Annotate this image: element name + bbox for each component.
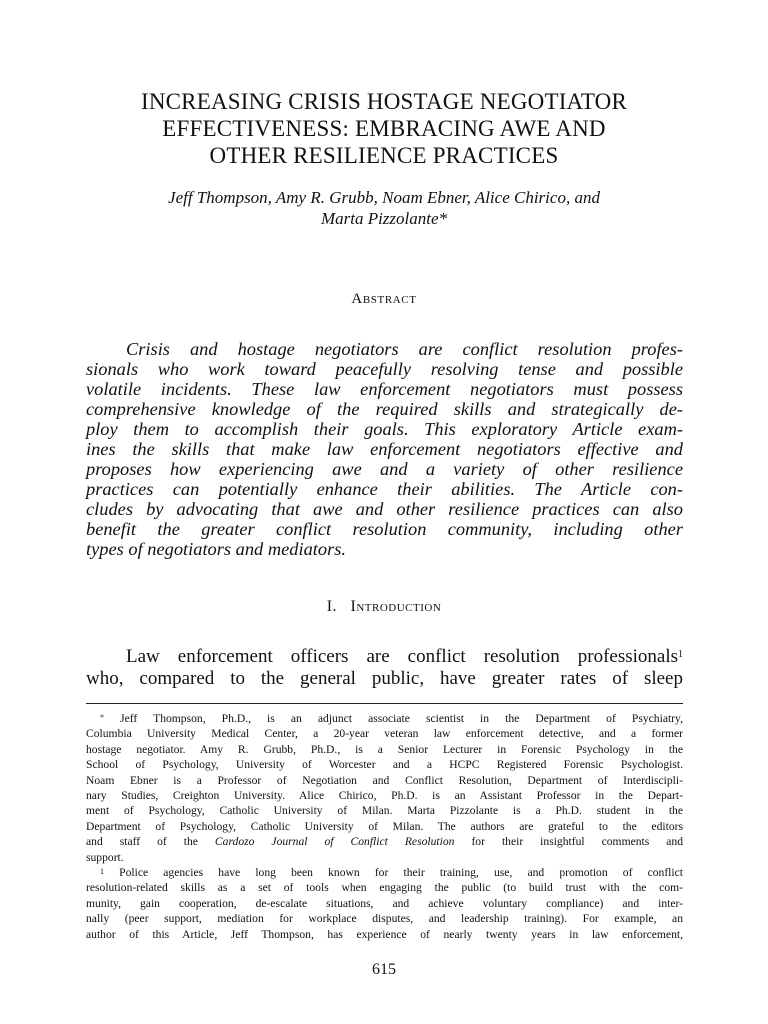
- abstract-line: ploy them to accomplish their goals. This exploratory Article exam-: [86, 419, 683, 439]
- title-line: INCREASING CRISIS HOSTAGE NEGOTIATOR: [140, 89, 628, 114]
- abstract-line: cludes by advocating that awe and other resilience practices can also: [86, 499, 683, 519]
- footnote-mark: 1: [100, 867, 104, 877]
- abstract-line: benefit the greater conflict resolution community, including other: [86, 519, 683, 539]
- abstract-line: practices can potentially enhance their abilities. The Article con-: [86, 479, 683, 499]
- footnote-line: support.: [86, 850, 124, 864]
- footnote-line: Noam Ebner is a Professor of Negotiation and Conflict Resolution, Department of Interdiscipli-: [86, 773, 683, 787]
- footnote-star-line: [86, 711, 683, 726]
- footnote-text: and staff of the: [86, 835, 198, 849]
- title-line: OTHER RESILIENCE PRACTICES: [209, 143, 559, 168]
- section-number: I.: [326, 598, 338, 615]
- abstract-line: sionals who work toward peacefully resolving tense and possible: [86, 359, 683, 379]
- abstract-line: volatile incidents. These law enforcement negotiators must possess: [86, 379, 683, 399]
- body-line-text: Law enforcement officers are conflict resolution professionals: [126, 646, 678, 667]
- footnote-mark: *: [100, 713, 104, 722]
- footnote-text: Jeff Thompson, Ph.D., is an adjunct associate scientist in the Department of Psychiatry,: [120, 712, 683, 725]
- footnote-line: nary Studies, Creighton University. Alice Chirico, Ph.D. is an Assistant Professor in the Depart-: [86, 789, 683, 803]
- body-text: [86, 646, 683, 690]
- body-line: who, compared to the general public, have greater rates of sleep: [86, 668, 683, 689]
- abstract-text: [86, 339, 683, 559]
- page-number: 615: [372, 961, 396, 978]
- section-heading: [0, 598, 768, 616]
- abstract-line: Crisis and hostage negotiators are conflict resolution profes-: [126, 339, 683, 359]
- footnote-line: resolution-related skills as a set of tools when engaging the public (to build trust with the com-: [86, 881, 683, 895]
- section-title: Introduction: [350, 598, 442, 615]
- footnote-line: School of Psychology, University of Worcester and a HCPC Registered Forensic Psychologist.: [86, 758, 683, 772]
- footnote-line: [86, 834, 683, 849]
- abstract-line: comprehensive knowledge of the required skills and strategically de-: [86, 399, 683, 419]
- footnote-1-line: [86, 865, 683, 880]
- journal-name: Cardozo Journal of Conflict Resolution: [214, 835, 455, 849]
- article-title: [60, 88, 708, 169]
- footnote-line: ment of Psychology, Catholic University of Milan. Marta Pizzolante is a Ph.D. student in the: [86, 804, 683, 818]
- footnote-divider: [86, 703, 683, 704]
- footnotes: [86, 711, 683, 942]
- footnote-line: Department of Psychology, Catholic University of Milan. The authors are grateful to the editors: [86, 819, 683, 833]
- abstract-heading-text: Abstract: [351, 291, 417, 307]
- footnote-line: Columbia University Medical Center, a 20-year veteran law enforcement detective, and a former: [86, 727, 683, 741]
- footnote-ref[interactable]: 1: [678, 649, 683, 660]
- footnote-line: nally (peer support, mediation for workplace disputes, and leadership training). For example, an: [86, 912, 683, 926]
- author-list: [60, 187, 708, 229]
- author-line: Marta Pizzolante*: [320, 209, 448, 228]
- abstract-line: types of negotiators and mediators.: [86, 539, 347, 559]
- title-line: EFFECTIVENESS: EMBRACING AWE AND: [162, 116, 606, 141]
- author-line: Jeff Thompson, Amy R. Grubb, Noam Ebner, Alice Chirico, and: [168, 188, 600, 207]
- footnote-text: Police agencies have long been known for their training, use, and promotion of conflict: [119, 866, 683, 880]
- abstract-line: proposes how experiencing awe and a variety of other resilience: [86, 459, 683, 479]
- footnote-text: for their insightful comments and: [471, 835, 683, 849]
- body-line: [86, 646, 683, 668]
- abstract-heading: [0, 291, 768, 308]
- footnote-line: author of this Article, Jeff Thompson, has experience of nearly twenty years in law enforcement,: [86, 927, 683, 941]
- footnote-line: munity, gain cooperation, de-escalate situations, and achieve voluntary compliance) and inter-: [86, 896, 683, 910]
- footnote-line: hostage negotiator. Amy R. Grubb, Ph.D., is a Senior Lecturer in Forensic Psychology in the: [86, 742, 683, 756]
- abstract-line: ines the skills that make law enforcement negotiators effective and: [86, 439, 683, 459]
